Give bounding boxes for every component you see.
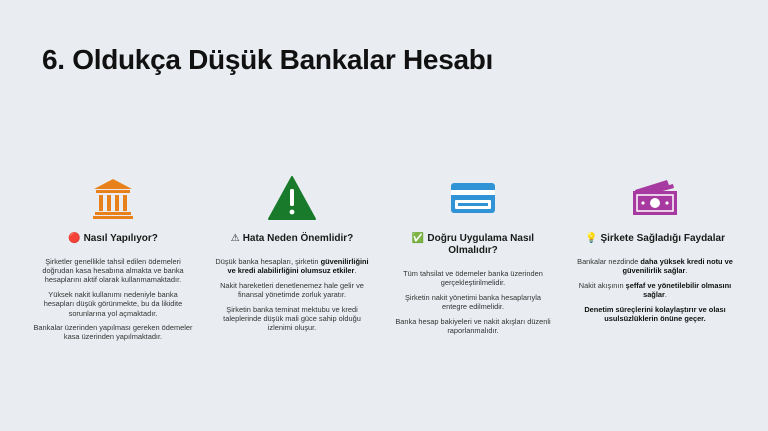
column-why-important [212,175,372,338]
paragraph: Nakit hareketleri denetlenemez hale gelir ve finansal yönetimde zorluk yaratır. [220,280,364,300]
credit-card-icon [393,175,553,221]
column-heading: 🔴 Nasıl Yapılıyor? [68,233,158,244]
paragraph: Denetim süreçlerini kolaylaştırır ve olası usulsüzlüklerin önüne geçer. [584,304,726,324]
warning-sign-icon: ⚠ [230,233,240,244]
column-body [212,257,372,332]
paragraph: Yüksek nakit kullanımı nedeniyle banka hesapları düşük görünmekte, bu da likidite sorunlarına yol açmaktadır. [43,290,183,318]
paragraph: Düşük banka hesapları, şirketin güvenilirliğini ve kredi alabilirliğini olumsuz etkiler. [215,257,369,276]
column-heading: ⚠ Hata Neden Önemlidir? [230,233,354,244]
money-icon [575,175,735,221]
column-body [33,257,193,342]
column-benefits [575,175,735,329]
column-how-done [33,175,193,347]
paragraph: Bankalar nezdinde daha yüksek kredi notu ve güvenilirlik sağlar. [577,257,733,276]
warning-icon [212,175,372,221]
bank-icon [33,175,193,221]
red-circle-icon: 🔴 [68,233,81,244]
column-heading: 💡 Şirkete Sağladığı Faydalar [585,233,725,244]
paragraph: Şirketin nakit yönetimi banka hesaplarıyla entegre edilmelidir. [405,292,541,312]
paragraph: Tüm tahsilat ve ödemeler banka üzerinden gerçekleştirilmelidir. [403,269,543,288]
column-heading: ✅ Doğru Uygulama Nasıl Olmalıdır? [411,233,535,256]
column-correct-practice [393,175,553,341]
paragraph: Nakit akışının şeffaf ve yönetilebilir olmasını sağlar. [578,280,732,300]
paragraph: Banka hesap bakiyeleri ve nakit akışları düzenli raporlanmalıdır. [395,316,551,336]
paragraph: Şirketin banka teminat mektubu ve kredi taleplerinde düşük mali güce sahip olduğu izlenimi oluşur. [223,304,361,333]
column-body [393,269,553,335]
paragraph: Şirketler genellikle tahsil edilen ödemeleri doğrudan kasa hesabına almakta ve banka hesaplarını aktif olarak kullanmamaktadır. [42,257,184,285]
check-mark-icon: ✅ [411,233,425,244]
page-title: 6. Oldukça Düşük Bankalar Hesabı [42,44,494,75]
column-body [575,257,735,323]
paragraph: Bankalar üzerinden yapılması gereken ödemeler kasa üzerinden yapılmaktadır. [33,323,193,342]
light-bulb-icon: 💡 [585,233,598,244]
